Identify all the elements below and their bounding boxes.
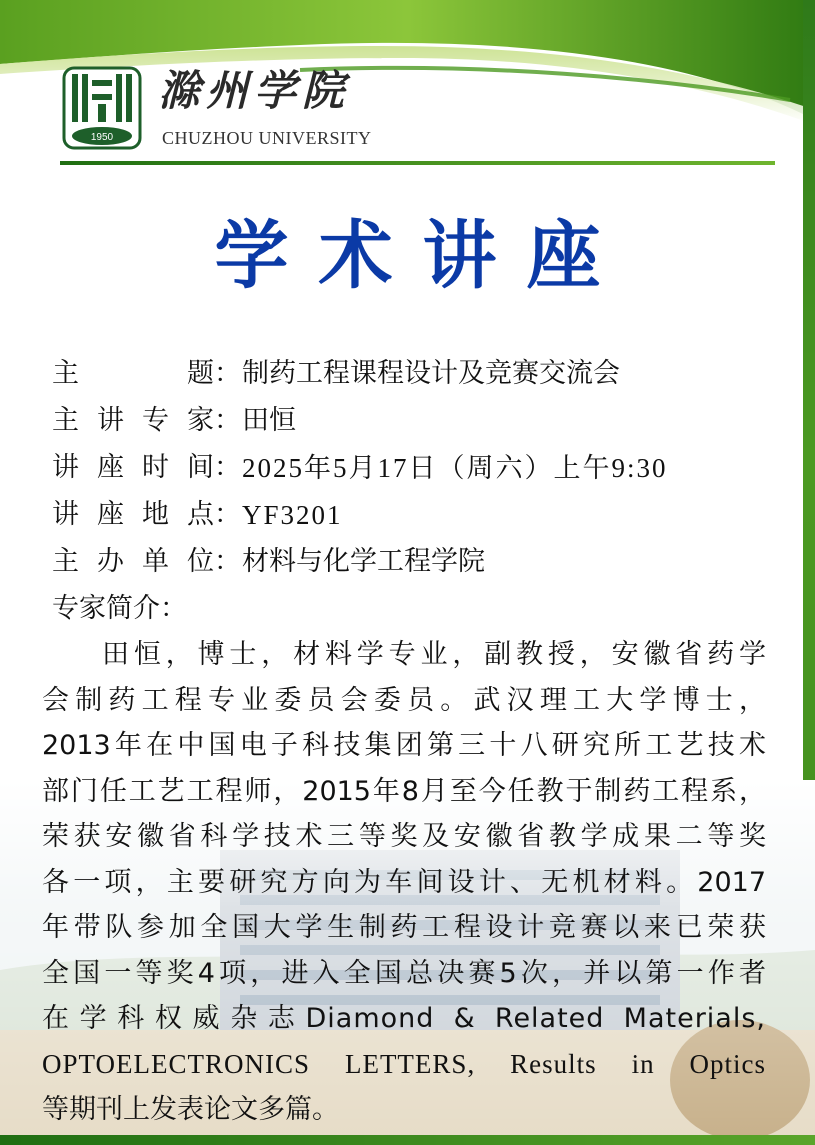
- bio-line: 年带队参加全国大学生制药工程设计竞赛以来已荣获: [42, 912, 766, 943]
- bio-line: 部门任工艺工程师，2015年8月至今任教于制药工程系，: [42, 775, 766, 807]
- bio-line: 2013年在中国电子科技集团第三十八研究所工艺技术: [42, 730, 766, 761]
- university-name-cn: 滁州学院: [158, 66, 351, 115]
- bio-line: 田恒，博士，材料学专业，副教授，安徽省药学: [102, 639, 766, 670]
- university-emblem-icon: [62, 66, 142, 150]
- header-divider: [60, 161, 775, 165]
- info-row-speaker: 主讲专家 ： 田恒: [52, 399, 772, 446]
- info-value: YF3201: [242, 500, 343, 530]
- info-row-organizer: 主办单位 ： 材料与化学工程学院: [52, 540, 772, 587]
- page-title: 学术讲座: [214, 213, 631, 299]
- bio-line: 会制药工程专业委员会委员。武汉理工大学博士，: [42, 684, 766, 716]
- info-value: 田恒: [242, 405, 296, 436]
- speaker-intro-label: 专家简介：: [52, 593, 187, 624]
- bio-line: 等期刊上发表论文多篇。: [42, 1094, 339, 1125]
- info-value: 材料与化学工程学院: [242, 546, 485, 577]
- bio-line: 各一项，主要研究方向为车间设计、无机材料。2017: [42, 866, 766, 898]
- info-value: 2025年5月17日（周六）上午9:30: [242, 453, 668, 483]
- lecture-info: [52, 352, 772, 587]
- info-row-topic: 主 题 ： 制药工程课程设计及竞赛交流会: [52, 352, 772, 399]
- info-label: 主讲专家: [52, 405, 214, 436]
- info-row-location: 讲座地点 ： YF3201: [52, 493, 772, 540]
- university-name-en: CHUZHOU UNIVERSITY: [162, 128, 372, 148]
- info-row-time: 讲座时间 ： 2025年5月17日（周六）上午9:30: [52, 446, 772, 493]
- bio-line: 全国一等奖4项，进入全国总决赛5次，并以第一作者: [42, 957, 766, 989]
- bio-line: OPTOELECTRONICS LETTERS, Results in Optics: [42, 1048, 766, 1079]
- bio-line: 在学科权威杂志Diamond & Related Materials,: [42, 1003, 766, 1034]
- info-label: 主办单位: [52, 546, 214, 577]
- bottom-green-bar: [0, 1135, 815, 1145]
- bio-line: 荣获安徽省科学技术三等奖及安徽省教学成果二等奖: [42, 821, 766, 852]
- info-value: 制药工程课程设计及竞赛交流会: [242, 358, 620, 389]
- info-label: 主 题: [52, 358, 214, 389]
- svg-text:1950: 1950: [90, 132, 114, 143]
- info-label: 讲座地点: [52, 499, 214, 530]
- info-label: 讲座时间: [52, 452, 214, 483]
- speaker-bio: [42, 632, 766, 1133]
